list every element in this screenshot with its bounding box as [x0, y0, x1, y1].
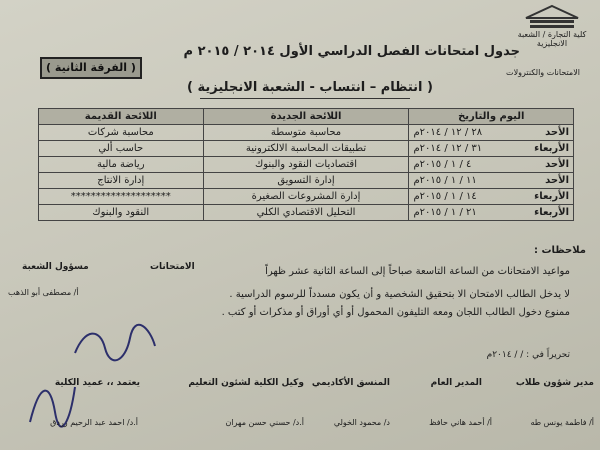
signatory-name: أ/ فاطمة يونس طه	[530, 418, 594, 427]
schedule-table	[38, 108, 574, 221]
notes-title: ملاحظات :	[533, 245, 586, 256]
row-new-subject: التحليل الاقتصادي الكلي	[203, 205, 409, 221]
row-new-subject: تطبيقات المحاسبة الالكترونية	[203, 141, 409, 157]
row-day: الأحد	[545, 127, 569, 138]
row-new-subject: إدارة المشروعات الصغيرة	[203, 189, 409, 205]
document-subtitle: ( انتظام – انتساب - الشعبة الانجليزية )	[187, 80, 433, 95]
signatory-name: أ/ أحمد هاني حافظ	[429, 418, 492, 427]
faculty-logo	[510, 4, 594, 46]
issue-date: تحريراً في : / / ٢٠١٤م	[486, 350, 570, 360]
subtitle-underline	[200, 98, 410, 99]
header-new-regulation: اللائحة الجديدة	[203, 109, 409, 125]
row-date: ٢١ / ١ / ٢٠١٥م	[413, 207, 477, 218]
table-row	[39, 157, 574, 173]
row-old-subject: محاسبة شركات	[39, 125, 204, 141]
document-title: جدول امتحانات الفصل الدراسي الأول ٢٠١٤ / ٢٠١٥ م	[183, 44, 520, 59]
row-day: الأربعاء	[534, 143, 569, 154]
note-item: مواعيد الامتحانات من الساعة التاسعة صباحاً إلى الساعة الثانية عشر ظهراً	[265, 266, 570, 277]
row-date: ١٤ / ١ / ٢٠١٥م	[413, 191, 477, 202]
exams-label: الامتحانات	[150, 262, 195, 272]
header-old-regulation: اللائحة القديمة	[39, 109, 204, 125]
row-old-subject: ********************	[39, 189, 204, 205]
row-old-subject: النقود والبنوك	[39, 205, 204, 221]
header-date: اليوم والتاريخ	[409, 109, 574, 125]
signatory-role: يعتمد ،، عميد الكلية	[54, 378, 140, 388]
signatory-name: أ.د/ احمد عبد الرحيم زردق	[50, 418, 138, 427]
table-row	[39, 125, 574, 141]
signatory-role: المدير العام	[430, 378, 482, 388]
row-date: ٤ / ١ / ٢٠١٥م	[413, 159, 472, 170]
exam-office-label: الامتحانات والكنترولات	[506, 68, 580, 77]
row-new-subject: اقتصاديات النقود والبنوك	[203, 157, 409, 173]
row-day: الأحد	[545, 175, 569, 186]
row-old-subject: حاسب ألي	[39, 141, 204, 157]
signatory-role: مدير شؤون طلاب	[515, 378, 594, 388]
note-item: ممنوع دخول الطالب اللجان ومعه التليفون المحمول أو أي أوراق أو مذكرات أو كتب .	[221, 307, 570, 318]
signatory-role: وكيل الكلية لشئون التعليم	[188, 378, 304, 388]
signature-mark	[70, 318, 160, 368]
faculty-name: كلية التجارة / الشعبة الانجليزية	[517, 30, 587, 48]
row-new-subject: محاسبة متوسطة	[203, 125, 409, 141]
row-old-subject: إدارة الانتاج	[39, 173, 204, 189]
row-old-subject: رياضة مالية	[39, 157, 204, 173]
row-day: الأربعاء	[534, 191, 569, 202]
table-row	[39, 141, 574, 157]
table-row	[39, 205, 574, 221]
row-date: ٢٨ / ١٢ / ٢٠١٤م	[413, 127, 483, 138]
table-row	[39, 189, 574, 205]
division-officer-name: أ/ مصطفى أبو الذهب	[8, 288, 79, 297]
signatory-name: د/ محمود الخولي	[333, 418, 390, 427]
division-officer-label: مسؤول الشعبة	[22, 262, 89, 272]
signatory-name: أ.د/ حسني حسن مهران	[225, 418, 304, 427]
row-day: الأربعاء	[534, 207, 569, 218]
note-item: لا يدخل الطالب الامتحان الا بتحقيق الشخصية و أن يكون مسدداً للرسوم الدراسية .	[229, 289, 570, 300]
row-day: الأحد	[545, 159, 569, 170]
signatory-role: المنسق الأكاديمي	[311, 378, 390, 388]
level-badge: ( الفرقة الثانية )	[40, 57, 142, 79]
row-new-subject: إدارة التسويق	[203, 173, 409, 189]
building-icon	[522, 4, 582, 30]
table-row	[39, 173, 574, 189]
row-date: ٣١ / ١٢ / ٢٠١٤م	[413, 143, 483, 154]
row-date: ١١ / ١ / ٢٠١٥م	[413, 175, 477, 186]
table-header-row	[39, 109, 574, 125]
